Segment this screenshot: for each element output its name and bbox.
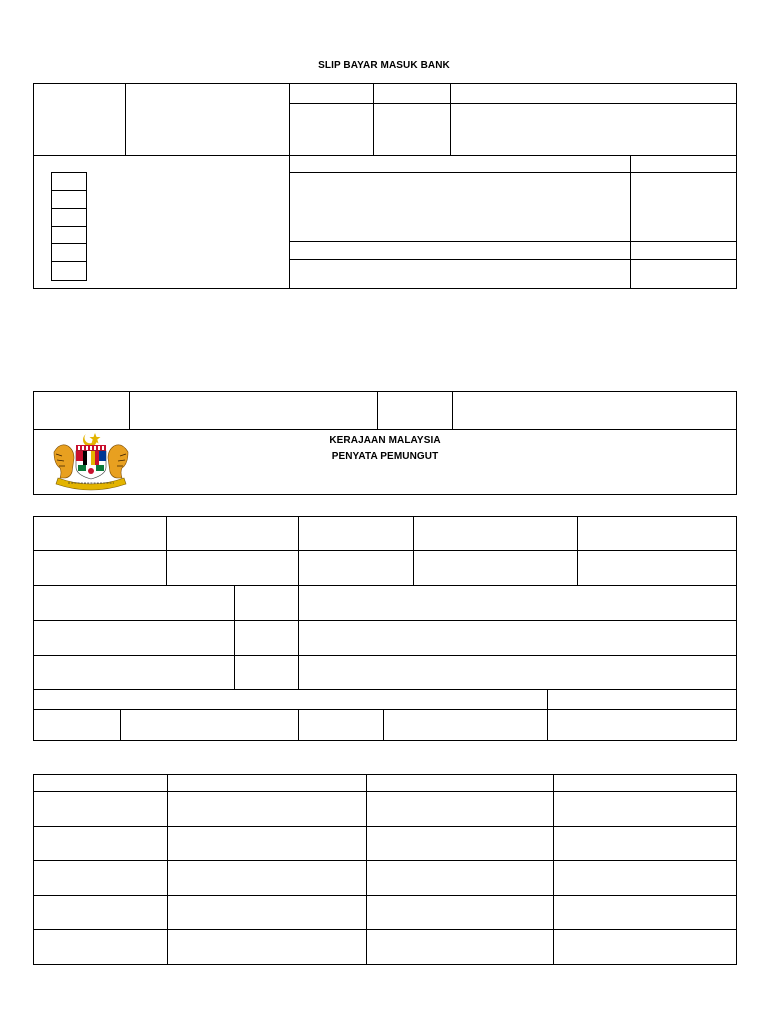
statement-government-label: KERAJAAN MALAYSIA bbox=[329, 435, 441, 446]
statement-form-title: PENYATA PEMUNGUT bbox=[331, 451, 439, 462]
slip-title: SLIP BAYAR MASUK BANK bbox=[318, 60, 450, 71]
